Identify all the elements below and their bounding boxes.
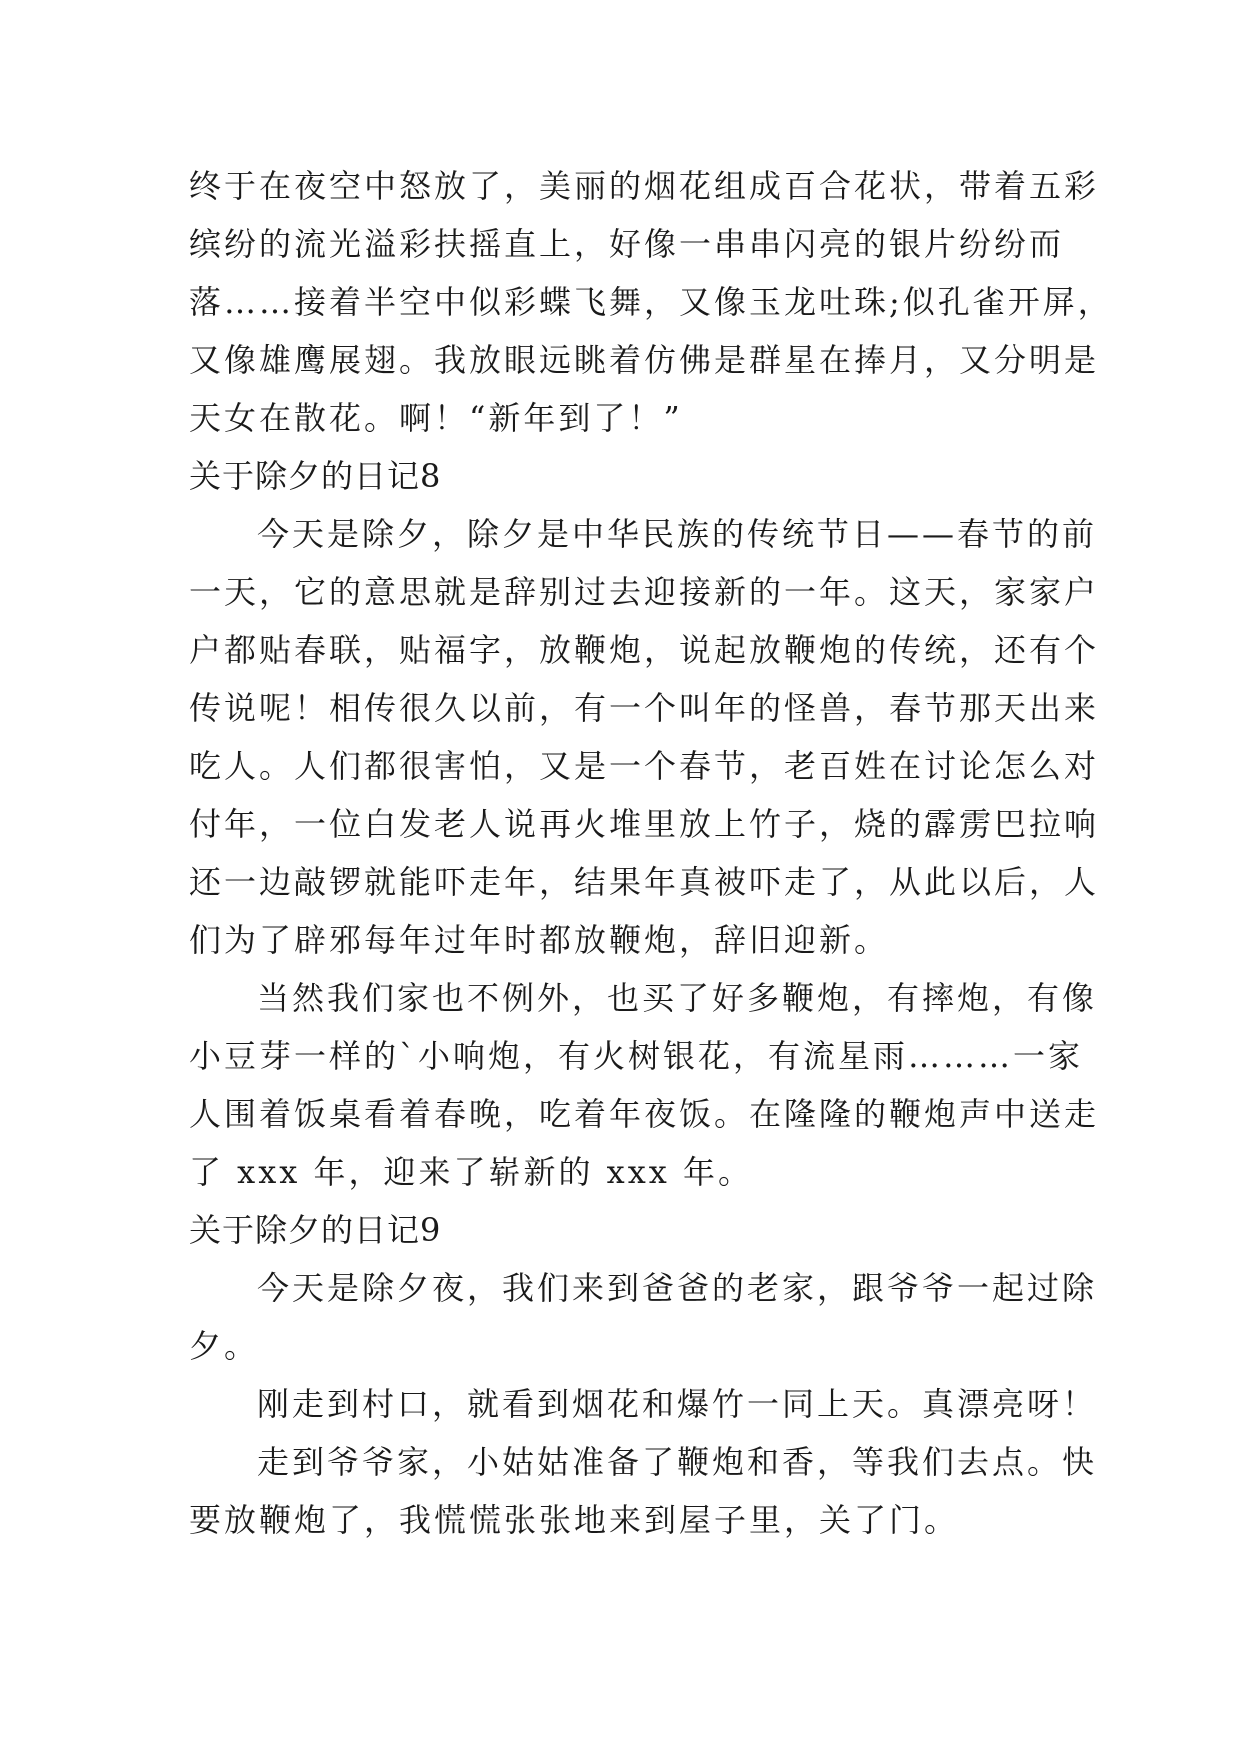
document-body [189, 157, 1113, 1549]
text-line: 人围着饭桌看着春晚，吃着年夜饭。在隆隆的鞭炮声中送走 [189, 1095, 1100, 1133]
text-line: 小豆芽一样的`小响炮，有火树银花，有流星雨………一家 [189, 1037, 1084, 1075]
text-line: 夕。 [189, 1327, 260, 1365]
text-line: 当然我们家也不例外，也买了好多鞭炮，有摔炮，有像 [257, 979, 1098, 1017]
text-line: 吃人。人们都很害怕，又是一个春节，老百姓在讨论怎么对 [189, 747, 1100, 785]
text-line: 落……接着半空中似彩蝶飞舞，又像玉龙吐珠;似孔雀开屏， [189, 283, 1113, 321]
text-line: 还一边敲锣就能吓走年，结果年真被吓走了，从此以后，人 [189, 863, 1100, 901]
text-line: 付年，一位白发老人说再火堆里放上竹子，烧的霹雳巴拉响 [189, 805, 1100, 843]
text-line: 传说呢！相传很久以前，有一个叫年的怪兽，春节那天出来 [189, 689, 1100, 727]
section-heading-8: 关于除夕的日记8 [189, 457, 442, 495]
section-heading-9: 关于除夕的日记9 [189, 1211, 442, 1249]
text-line: 们为了辟邪每年过年时都放鞭炮，辞旧迎新。 [189, 921, 890, 959]
text-line: 又像雄鹰展翅。我放眼远眺着仿佛是群星在捧月，又分明是 [189, 341, 1100, 379]
text-line: 了 xxx 年，迎来了崭新的 xxx 年。 [189, 1153, 753, 1191]
text-line: 天女在散花。啊！“新年到了！” [189, 399, 683, 437]
text-line: 户都贴春联，贴福字，放鞭炮，说起放鞭炮的传统，还有个 [189, 631, 1100, 669]
text-line: 今天是除夕，除夕是中华民族的传统节日——春节的前 [257, 515, 1098, 553]
text-line: 刚走到村口，就看到烟花和爆竹一同上天。真漂亮呀！ [257, 1385, 1098, 1423]
text-line: 缤纷的流光溢彩扶摇直上，好像一串串闪亮的银片纷纷而 [189, 225, 1065, 263]
text-line: 走到爷爷家，小姑姑准备了鞭炮和香，等我们去点。快 [257, 1443, 1098, 1481]
text-line: 终于在夜空中怒放了，美丽的烟花组成百合花状，带着五彩 [189, 167, 1100, 205]
text-line: 一天，它的意思就是辞别过去迎接新的一年。这天，家家户 [189, 573, 1100, 611]
text-line: 今天是除夕夜，我们来到爸爸的老家，跟爷爷一起过除 [257, 1269, 1098, 1307]
text-line: 要放鞭炮了，我慌慌张张地来到屋子里，关了门。 [189, 1501, 960, 1539]
